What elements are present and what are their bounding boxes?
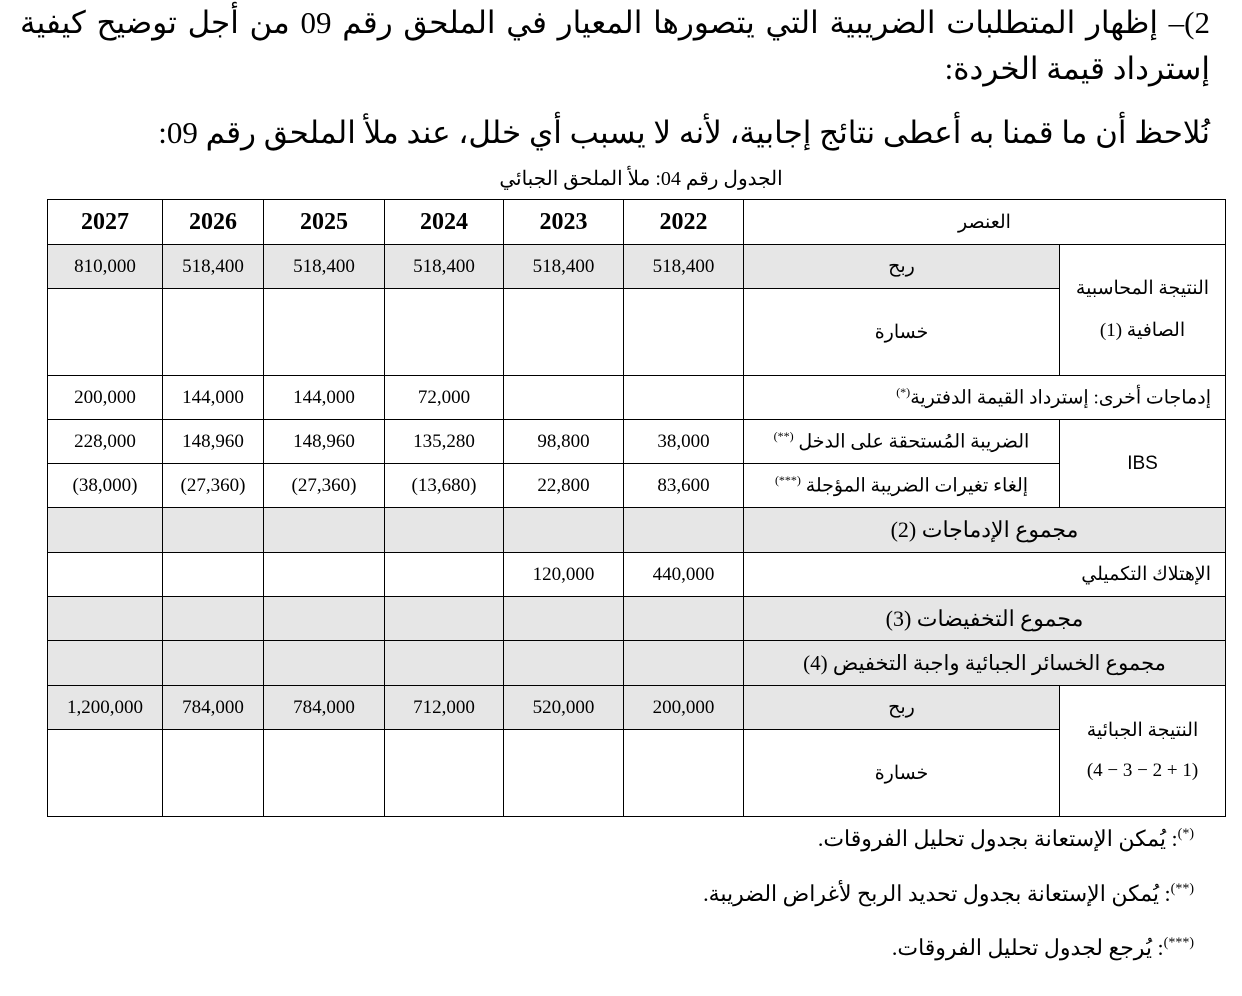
value-cell: 83,600 [624,464,744,508]
value-cell [504,289,624,376]
value-cell [264,641,385,686]
value-cell: 72,000 [385,376,504,420]
value-cell [624,641,744,686]
value-cell: 520,000 [504,686,624,730]
value-cell [163,289,264,376]
value-cell: 135,280 [385,420,504,464]
value-cell: 22,800 [504,464,624,508]
total-losses-label: مجموع الخسائر الجبائية واجبة التخفيض (4) [744,641,1226,686]
value-cell: 144,000 [163,376,264,420]
value-cell: 120,000 [504,553,624,597]
value-cell [264,289,385,376]
year-header: 2023 [504,200,624,245]
value-cell [385,508,504,553]
tax-annex-table [47,199,1226,817]
value-cell [163,508,264,553]
value-cell [48,641,163,686]
value-cell [504,597,624,641]
accounting-loss-row [48,289,1226,376]
value-cell [624,508,744,553]
year-header: 2027 [48,200,163,245]
value-cell: 148,960 [163,420,264,464]
value-cell: 518,400 [624,245,744,289]
footnote: (***): يُرجع لجدول تحليل الفروقات. [891,935,1194,960]
value-cell: (27,360) [264,464,385,508]
total-deductions-row [48,597,1226,641]
loss-label: خسارة [744,289,1060,376]
extra-depreciation-row [48,553,1226,597]
value-cell: 38,000 [624,420,744,464]
question-paragraph: 2)– إظهار المتطلبات الضريبية التي يتصورها المعيار في الملحق رقم 09 من أجل توضيح كيفية إسترداد قيمة الخردة: [20,5,1210,86]
footnote: (*): يُمكن الإستعانة بجدول تحليل الفروقات. [817,826,1194,851]
tax-due-row [48,420,1226,464]
value-cell: 148,960 [264,420,385,464]
total-additions-label: مجموع الإدماجات (2) [744,508,1226,553]
value-cell: 144,000 [264,376,385,420]
value-cell [48,730,163,817]
value-cell [385,597,504,641]
element-header: العنصر [744,200,1226,245]
value-cell: 518,400 [264,245,385,289]
total-deductions-label: مجموع التخفيضات (3) [744,597,1226,641]
value-cell: 518,400 [385,245,504,289]
value-cell [624,376,744,420]
deferred-tax-label: إلغاء تغيرات الضريبة المؤجلة (***) [744,464,1060,508]
value-cell [624,730,744,817]
value-cell [385,553,504,597]
value-cell [504,376,624,420]
profit-label: ربح [744,245,1060,289]
value-cell [48,508,163,553]
year-header: 2025 [264,200,385,245]
value-cell: (38,000) [48,464,163,508]
value-cell [624,597,744,641]
value-cell [504,730,624,817]
profit-label: ربح [744,686,1060,730]
value-cell [385,730,504,817]
value-cell: 810,000 [48,245,163,289]
value-cell [48,597,163,641]
value-cell: 712,000 [385,686,504,730]
value-cell [504,641,624,686]
total-losses-row [48,641,1226,686]
value-cell: 518,400 [504,245,624,289]
value-cell: 1,200,000 [48,686,163,730]
value-cell [385,641,504,686]
extra-depreciation-label: الإهتلاك التكميلي [744,553,1226,597]
value-cell: 440,000 [624,553,744,597]
value-cell [48,289,163,376]
loss-label: خسارة [744,730,1060,817]
value-cell: (13,680) [385,464,504,508]
value-cell [163,597,264,641]
value-cell [163,553,264,597]
value-cell: 784,000 [264,686,385,730]
deferred-tax-row [48,464,1226,508]
value-cell [624,289,744,376]
year-header: 2022 [624,200,744,245]
other-additions-row [48,376,1226,420]
total-additions-row [48,508,1226,553]
header-row [48,200,1226,245]
ibs-label: IBS [1060,420,1226,508]
tax-profit-row [48,686,1226,730]
tax-loss-row [48,730,1226,817]
value-cell [264,730,385,817]
value-cell [163,641,264,686]
value-cell: 228,000 [48,420,163,464]
value-cell [385,289,504,376]
value-cell [48,553,163,597]
value-cell: 200,000 [624,686,744,730]
table-caption: الجدول رقم 04: ملأ الملحق الجبائي [499,168,783,190]
remark-paragraph: نُلاحظ أن ما قمنا به أعطى نتائج إجابية، لأنه لا يسبب أي خلل، عند ملأ الملحق رقم 09: [158,115,1210,150]
value-cell: 784,000 [163,686,264,730]
tax-due-label: الضريبة المُستحقة على الدخل (**) [744,420,1060,464]
value-cell: 200,000 [48,376,163,420]
value-cell [163,730,264,817]
value-cell [264,553,385,597]
year-header: 2024 [385,200,504,245]
accounting-profit-row [48,245,1226,289]
tax-result-label: النتيجة الجبائية (1 + 2 − 3 − 4) [1060,686,1226,817]
value-cell [264,508,385,553]
value-cell [264,597,385,641]
year-header: 2026 [163,200,264,245]
value-cell: 98,800 [504,420,624,464]
other-additions-label: إدماجات أخرى: إسترداد القيمة الدفترية(*) [744,376,1226,420]
net-result-label: النتيجة المحاسبية الصافية (1) [1060,245,1226,376]
footnote: (**): يُمكن الإستعانة بجدول تحديد الربح لأغراض الضريبة. [703,881,1194,906]
value-cell: 518,400 [163,245,264,289]
value-cell: (27,360) [163,464,264,508]
value-cell [504,508,624,553]
